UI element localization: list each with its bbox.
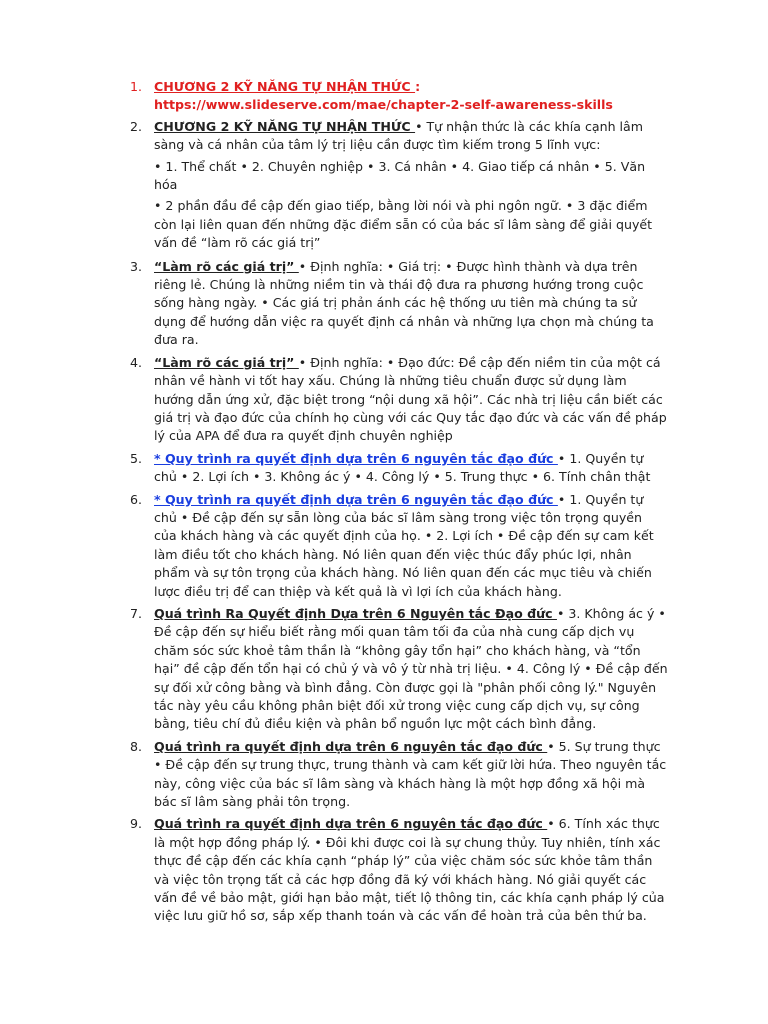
item-heading: Quá trình ra quyết định dựa trên 6 nguyên tắc đạo đức (154, 738, 548, 754)
item-heading: CHƯƠNG 2 KỸ NĂNG TỰ NHẬN THỨC (154, 118, 416, 134)
item-paragraph: • 1. Thể chất • 2. Chuyên nghiệp • 3. Cá nhân • 4. Giao tiếp cá nhân • 5. Văn hóa (154, 158, 646, 193)
item-text: • 3. Không ác ý • Đề cập đến sự hiểu biết rằng mối quan tâm tối đa của nhà cung cấp dịch vụ chăm sóc sức khoẻ tâm thần là “không gây tổn hại” cho khách hàng, và “tổn hại” đề cập đến tổn hại có chủ ý và vô ý từ nhà trị liệu. • 4. Công lý • Đề cập đến sự đối xử công bằng và bình đẳng. Còn được gọi là "phân phối công lý." Nguyên tắc này yêu cầu không phân biệt đối xử trong việc cung cấp dịch vụ, sự công bằng, tiêu chí đủ điều kiện và phân bổ nguồn lực một cách bình đẳng. (154, 605, 668, 732)
item-text: • Tự nhận thức là các khía cạnh lâm sàng và cá nhân của tâm lý trị liệu cần được tìm kiếm trong 5 lĩnh vực: (154, 118, 644, 153)
item-number: 5. (130, 450, 143, 466)
numbered-list (0, 78, 768, 926)
item-text: • Định nghĩa: • Đạo đức: Đề cập đến niềm tin của một cá nhân về hành vi tốt hay xấu. Chúng là những tiêu chuẩn được sử dụng làm hướng dẫn ứng xử, đặc biệt trong “nội dung xã hội”. Các nhà trị liệu cần biết các giá trị và đạo đức của chính họ cùng với các Quy tắc đạo đức và các vấn đề pháp lý của APA để đưa ra quyết định chuyên nghiệp (154, 354, 667, 444)
list-item (0, 258, 768, 350)
item-number: 4. (130, 354, 143, 370)
source-url-link[interactable]: https://www.slideserve.com/mae/chapter-2-self-awareness-skills (154, 97, 613, 113)
list-item (0, 491, 768, 601)
list-item (0, 118, 768, 253)
item-text: • 6. Tính xác thực là một hợp đồng pháp lý. • Đôi khi được coi là sự chung thủy. Tuy nhiên, tính xác thực đề cập đến các khía cạnh “pháp lý” của việc chăm sóc sức khỏe tâm thần và việc tôn trọng tất cả các hợp đồng đã ký với khách hàng. Nó giải quyết các vấn đề về bảo mật, giới hạn bảo mật, tiết lộ thông tin, các khía cạnh pháp lý của việc lưu giữ hồ sơ, sắp xếp thanh toán và các vấn đề hoàn trả của bên thứ ba. (154, 816, 665, 924)
heading-colon: : (415, 79, 421, 94)
item-number: 8. (130, 738, 143, 754)
item-heading: “Làm rõ các giá trị” (154, 354, 299, 370)
item-number: 2. (130, 118, 143, 134)
list-item (0, 605, 768, 734)
item-heading: “Làm rõ các giá trị” (154, 258, 299, 274)
item-heading-link[interactable]: * Quy trình ra quyết định dựa trên 6 nguyên tắc đạo đức (154, 450, 558, 466)
item-text: • Định nghĩa: • Giá trị: • Được hình thành và dựa trên riêng lẻ. Chúng là những niềm tin và thái độ đưa ra phương hướng trong cuộc sống hàng ngày. • Các giá trị phản ánh các hệ thống ưu tiên mà chúng ta sử dụng để hướng dẫn việc ra quyết định cá nhân và những lựa chọn mà chúng ta đưa ra. (154, 258, 654, 348)
item-heading: Quá trình Ra Quyết định Dựa trên 6 Nguyên tắc Đạo đức (154, 605, 557, 621)
item-text: • 1. Quyền tự chủ • 2. Lợi ích • 3. Không ác ý • 4. Công lý • 5. Trung thực • 6. Tính chân thật (154, 450, 651, 485)
list-item (0, 450, 768, 487)
item-number: 3. (130, 258, 143, 274)
item-number: 7. (130, 605, 143, 621)
item-text: • 1. Quyền tự chủ • Đề cập đến sự sẵn lòng của bác sĩ lâm sàng trong việc tôn trọng quyền của khách hàng và các quyết định của họ. • 2. Lợi ích • Đề cập đến sự cam kết làm điều tốt cho khách hàng. Nó liên quan đến việc thúc đẩy phúc lợi, nhân phẩm và sự tôn trọng của khách hàng. Nó liên quan đến các mục tiêu và chiến lược điều trị để can thiệp và kết quả là vì lợi ích của khách hàng. (154, 491, 654, 599)
list-item (0, 78, 768, 115)
item-heading: Quá trình ra quyết định dựa trên 6 nguyên tắc đạo đức (154, 816, 548, 832)
item-number: 6. (130, 491, 143, 507)
item-text: • 5. Sự trung thực • Đề cập đến sự trung thực, trung thành và cam kết giữ lời hứa. Theo nguyên tắc này, công việc của bác sĩ lâm sàng và khách hàng là một hợp đồng xã hội mà bác sĩ lâm sàng phải tôn trọng. (154, 738, 667, 810)
item-number: 1. (130, 79, 143, 94)
item-heading-link[interactable]: CHƯƠNG 2 KỸ NĂNG TỰ NHẬN THỨC (154, 79, 416, 94)
list-item (0, 738, 768, 812)
list-item (0, 815, 768, 925)
item-paragraph: • 2 phần đầu đề cập đến giao tiếp, bằng lời nói và phi ngôn ngữ. • 3 đặc điểm còn lại liên quan đến những đặc điểm sẵn có của bác sĩ lâm sàng để giải quyết vấn đề “làm rõ các giá trị” (154, 198, 653, 251)
item-heading-link[interactable]: * Quy trình ra quyết định dựa trên 6 nguyên tắc đạo đức (154, 491, 558, 507)
item-number: 9. (130, 816, 143, 832)
list-item (0, 354, 768, 446)
